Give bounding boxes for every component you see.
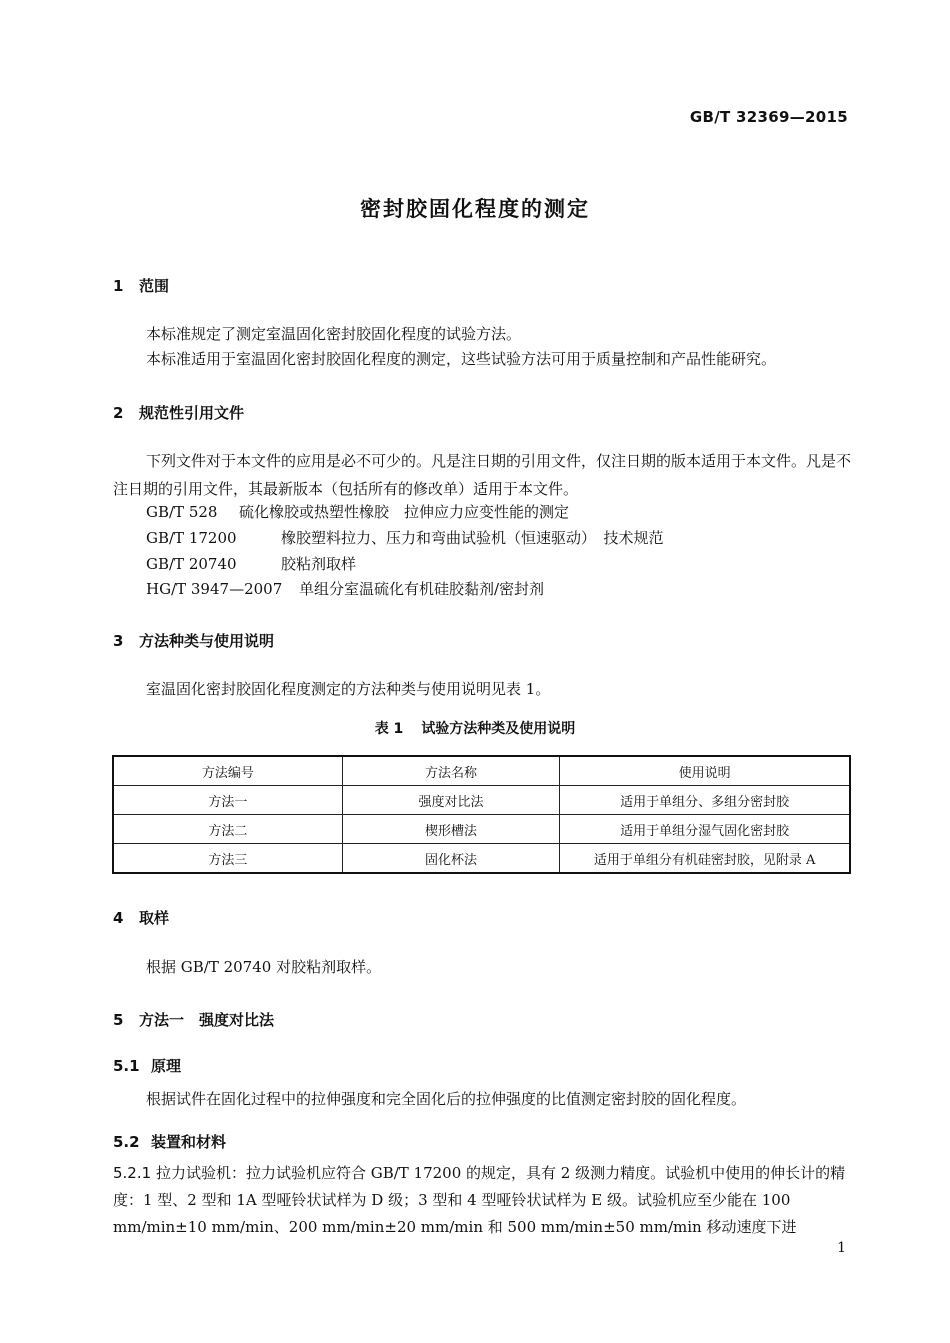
section-number: 5.2: [113, 1133, 140, 1151]
table-caption: [0, 718, 950, 738]
section-number: 5.1: [113, 1057, 140, 1075]
document-title: 密封胶固化程度的测定: [360, 197, 590, 221]
table-row: [113, 786, 850, 815]
table-cell: 方法一: [113, 786, 342, 815]
reference-title: 硫化橡胶或热塑性橡胶 拉伸应力应变性能的测定: [239, 503, 570, 521]
table-cell: 固化杯法: [342, 844, 559, 874]
subsection-heading-5-1: [113, 1055, 181, 1076]
section-title: 规范性引用文件: [139, 404, 245, 422]
reference-title: 单组分室温硫化有机硅胶黏剂/密封剂: [299, 580, 545, 598]
section-heading-3: [113, 630, 274, 651]
section-number: 5: [113, 1011, 124, 1029]
table-header-cell: 使用说明: [560, 756, 850, 786]
section-heading-1: [113, 275, 169, 296]
reference-code: GB/T 528: [146, 503, 218, 521]
paragraph: 本标准适用于室温固化密封胶固化程度的测定，这些试验方法可用于质量控制和产品性能研究。: [146, 350, 777, 368]
table-header-row: [113, 756, 850, 786]
section-title: 范围: [139, 277, 170, 295]
table-caption-number: 表 1: [374, 721, 404, 737]
page-number: 1: [837, 1240, 846, 1256]
reference-title: 胶粘剂取样: [281, 555, 357, 573]
section-title: 方法种类与使用说明: [139, 632, 275, 650]
reference-title: 橡胶塑料拉力、压力和弯曲试验机（恒速驱动） 技术规范: [281, 529, 664, 547]
section-title: 方法一 强度对比法: [139, 1011, 275, 1029]
table-row: [113, 844, 850, 874]
table-cell: 适用于单组分有机硅密封胶，见附录 A: [560, 844, 850, 874]
table-cell: 方法三: [113, 844, 342, 874]
reference-code: HG/T 3947—2007: [146, 580, 283, 598]
section-number: 4: [113, 909, 124, 927]
table-caption-title: 试验方法种类及使用说明: [421, 721, 576, 737]
table-cell: 方法二: [113, 815, 342, 844]
reference-item: [146, 501, 569, 522]
table-header-cell: 方法名称: [342, 756, 559, 786]
table-header-cell: 方法编号: [113, 756, 342, 786]
section-heading-2: [113, 402, 244, 423]
section-title: 原理: [151, 1057, 182, 1075]
standard-code: GB/T 32369—2015: [689, 108, 848, 126]
paragraph: 根据试件在固化过程中的拉伸强度和完全固化后的拉伸强度的比值测定密封胶的固化程度。: [146, 1090, 747, 1108]
reference-item: [146, 527, 664, 548]
paragraph: 本标准规定了测定室温固化密封胶固化程度的试验方法。: [146, 325, 522, 343]
methods-table: [112, 755, 851, 874]
reference-item: [146, 553, 356, 574]
clause-5-2-1: [113, 1160, 853, 1241]
subsection-heading-5-2: [113, 1131, 226, 1152]
table-cell: 适用于单组分、多组分密封胶: [560, 786, 850, 815]
clause-number: 5.2.1: [113, 1164, 152, 1182]
reference-item: [146, 578, 544, 599]
section-title: 装置和材料: [151, 1133, 227, 1151]
section-number: 2: [113, 404, 124, 422]
paragraph: 根据 GB/T 20740 对胶粘剂取样。: [146, 958, 382, 976]
reference-code: GB/T 17200: [146, 529, 237, 547]
section-title: 取样: [139, 909, 170, 927]
table-cell: 楔形槽法: [342, 815, 559, 844]
section-number: 3: [113, 632, 124, 650]
clause-text: 拉力试验机：拉力试验机应符合 GB/T 17200 的规定，具有 2 级测力精度。试验机中使用的伸长计的精度：1 型、2 型和 1A 型哑铃状试样为 D 级；3 型和 4 型哑铃状试样为 E 级。试验机应至少能在 100 mm/min±10 mm/min、200 mm/min±20 mm/min 和 500 mm/min±50 mm/min 移动速度下进: [113, 1164, 846, 1236]
section-heading-4: [113, 907, 169, 928]
paragraph: 下列文件对于本文件的应用是必不可少的。凡是注日期的引用文件，仅注日期的版本适用于本文件。凡是不注日期的引用文件，其最新版本（包括所有的修改单）适用于本文件。: [113, 452, 852, 498]
paragraph: 室温固化密封胶固化程度测定的方法种类与使用说明见表 1。: [146, 680, 551, 698]
table-row: [113, 815, 850, 844]
reference-code: GB/T 20740: [146, 555, 237, 573]
table-cell: 适用于单组分湿气固化密封胶: [560, 815, 850, 844]
section-number: 1: [113, 277, 124, 295]
section-heading-5: [113, 1009, 274, 1030]
table-cell: 强度对比法: [342, 786, 559, 815]
